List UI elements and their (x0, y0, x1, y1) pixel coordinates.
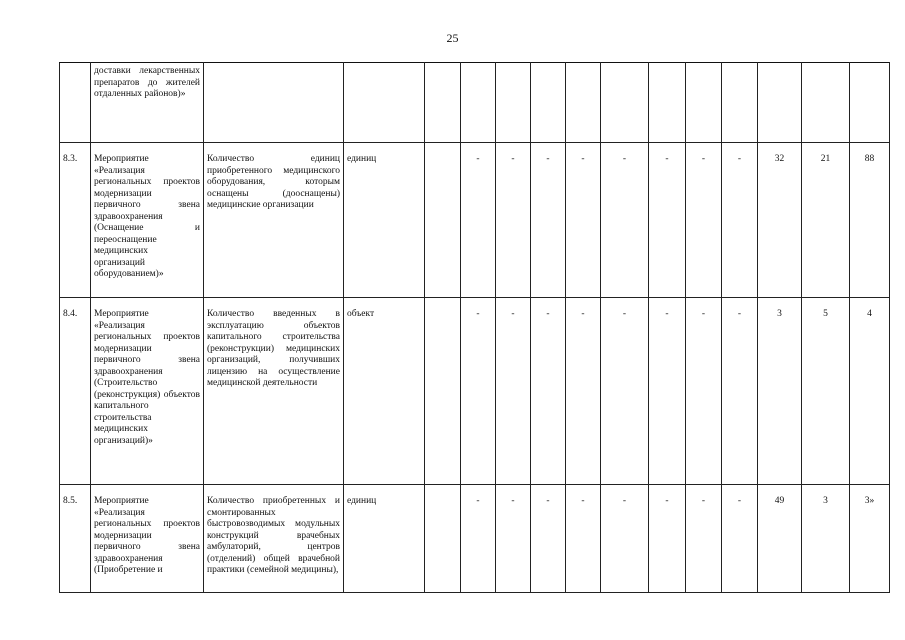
value-cell: - (722, 485, 758, 593)
value-cell: - (566, 143, 601, 298)
value-cell: - (722, 143, 758, 298)
value-cell (686, 63, 722, 143)
value-cell: - (566, 485, 601, 593)
unit-cell (344, 63, 425, 143)
unit-cell: объект (344, 298, 425, 485)
value-cell: - (649, 143, 686, 298)
value-cell: 3» (850, 485, 890, 593)
measure-name: доставки лекарственных препаратов до жителей отдаленных районов)» (91, 63, 204, 143)
value-cell (649, 63, 686, 143)
value-cell: - (461, 143, 496, 298)
value-cell (566, 63, 601, 143)
unit-cell: единиц (344, 143, 425, 298)
row-number: 8.3. (60, 143, 91, 298)
empty-cell (425, 485, 461, 593)
value-cell: - (531, 143, 566, 298)
table-row (60, 143, 890, 298)
value-cell: - (531, 298, 566, 485)
value-cell: 88 (850, 143, 890, 298)
row-number: 8.4. (60, 298, 91, 485)
value-cell (850, 63, 890, 143)
empty-cell (425, 298, 461, 485)
value-cell: - (601, 298, 649, 485)
value-cell: - (601, 143, 649, 298)
indicator-name (204, 63, 344, 143)
value-cell: 3 (758, 298, 802, 485)
value-cell: - (686, 298, 722, 485)
indicator-name: Количество единиц приобретенного медицинского оборудования, которым оснащены (дооснащены) медицинские организации (204, 143, 344, 298)
table-row (60, 298, 890, 485)
value-cell: - (496, 298, 531, 485)
value-cell: 21 (802, 143, 850, 298)
value-cell: - (496, 143, 531, 298)
row-number: 8.5. (60, 485, 91, 593)
value-cell (802, 63, 850, 143)
value-cell: 3 (802, 485, 850, 593)
value-cell: - (686, 143, 722, 298)
table-row (60, 485, 890, 593)
value-cell: 4 (850, 298, 890, 485)
value-cell: - (601, 485, 649, 593)
value-cell: - (686, 485, 722, 593)
indicators-table (59, 62, 890, 593)
value-cell: - (722, 298, 758, 485)
value-cell (461, 63, 496, 143)
page-number: 25 (446, 31, 459, 45)
unit-cell: единиц (344, 485, 425, 593)
value-cell: 32 (758, 143, 802, 298)
table-row (60, 63, 890, 143)
value-cell: - (461, 298, 496, 485)
value-cell (758, 63, 802, 143)
value-cell: - (649, 485, 686, 593)
value-cell: 49 (758, 485, 802, 593)
value-cell: - (566, 298, 601, 485)
value-cell (496, 63, 531, 143)
indicator-name: Количество приобретенных и смонтированных быстровозводимых модульных конструкций врачебных амбулаторий, центров (отделений) общей врачебной практики (семейной медицины), (204, 485, 344, 593)
value-cell (425, 63, 461, 143)
value-cell (601, 63, 649, 143)
measure-name: Мероприятие «Реализация региональных проектов модернизации первичного звена здравоохранения (Приобретение и (91, 485, 204, 593)
value-cell: - (496, 485, 531, 593)
indicator-name: Количество введенных в эксплуатацию объектов капитального строительства (реконструкции) медицинских организаций, получивших лицензию на осуществление медицинской деятельности (204, 298, 344, 485)
measure-name: Мероприятие «Реализация региональных проектов модернизации первичного звена здравоохранения (Оснащение и переоснащение медицинских организаций оборудованием)» (91, 143, 204, 298)
value-cell (722, 63, 758, 143)
value-cell: - (649, 298, 686, 485)
row-number (60, 63, 91, 143)
measure-name: Мероприятие «Реализация региональных проектов модернизации первичного звена здравоохранения (Строительство (реконструкция) объектов капитального строительства медицинских организаций)» (91, 298, 204, 485)
value-cell: 5 (802, 298, 850, 485)
value-cell: - (461, 485, 496, 593)
value-cell: - (531, 485, 566, 593)
empty-cell (425, 143, 461, 298)
value-cell (531, 63, 566, 143)
